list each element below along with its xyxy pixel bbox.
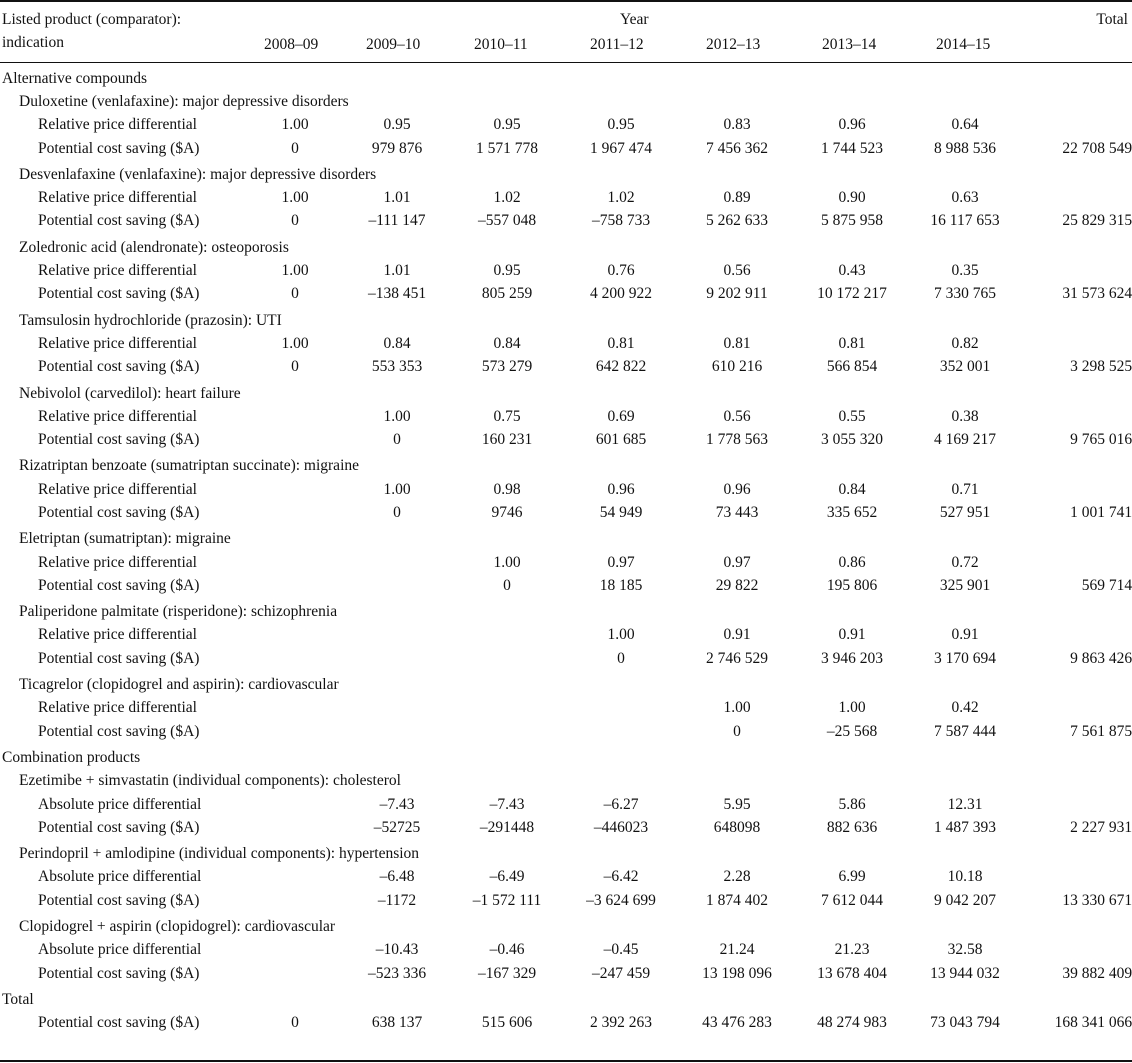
cell-value: 18 185 <box>599 576 643 594</box>
cell-value: –6.48 <box>379 868 415 886</box>
cell-value: 566 854 <box>826 358 878 376</box>
cell-value <box>247 962 343 985</box>
cell-value: 1.00 <box>281 189 309 207</box>
table-row <box>0 405 1132 428</box>
cell-value: 7 587 444 <box>934 722 996 740</box>
metric-label: Absolute price differential <box>38 941 202 959</box>
cell-value <box>247 624 343 647</box>
cell-value: 638 137 <box>371 1014 423 1032</box>
cell-value: –0.45 <box>603 941 639 959</box>
product-row <box>0 912 1132 938</box>
cell-value: 0 <box>291 358 299 376</box>
table-row <box>0 428 1132 451</box>
cell-total: 22 708 549 <box>1062 139 1132 157</box>
cell-value: 0.95 <box>383 116 411 134</box>
cell-value <box>247 478 343 501</box>
cell-value: –6.42 <box>603 868 639 886</box>
table-row <box>0 793 1132 816</box>
product-label: Paliperidone palmitate (risperidone): schizophrenia <box>19 603 338 621</box>
cell-value: 527 951 <box>939 503 991 521</box>
cell-total: 7 561 875 <box>1070 722 1132 740</box>
table-row <box>0 501 1132 524</box>
cell-value: 0.69 <box>607 407 635 425</box>
product-row <box>0 840 1132 866</box>
cell-value: –7.43 <box>489 795 525 813</box>
cell-value: 2 746 529 <box>706 649 768 667</box>
cell-value: 1.01 <box>383 189 411 207</box>
header-total-label: Total <box>1096 11 1128 28</box>
cell-value: 29 822 <box>715 576 759 594</box>
metric-label: Potential cost saving ($A) <box>38 358 200 376</box>
metric-label: Relative price differential <box>38 189 197 207</box>
cell-value: 1.00 <box>281 116 309 134</box>
table-row <box>0 574 1132 597</box>
cell-value <box>247 720 343 743</box>
product-label: Zoledronic acid (alendronate): osteoporosis <box>19 238 289 256</box>
cell-value <box>343 624 451 647</box>
header-year-6: 2014–15 <box>936 36 991 53</box>
cell-value: 1.02 <box>607 189 635 207</box>
cell-value: 13 944 032 <box>930 964 1000 982</box>
cell-value <box>343 574 451 597</box>
cell-value: 0.96 <box>607 480 635 498</box>
cell-value: 0.90 <box>838 189 866 207</box>
cell-value <box>343 697 451 720</box>
cell-value: 0 <box>617 649 625 667</box>
cell-value: 160 231 <box>481 431 533 449</box>
table-row <box>0 186 1132 209</box>
table-row <box>0 356 1132 379</box>
cell-total <box>1021 551 1132 574</box>
cell-value: 0.82 <box>951 334 979 352</box>
cell-value: 0.98 <box>493 480 521 498</box>
product-row <box>0 160 1132 186</box>
metric-label: Potential cost saving ($A) <box>38 818 200 836</box>
product-label: Eletriptan (sumatriptan): migraine <box>19 530 231 548</box>
cell-total <box>1021 114 1132 137</box>
cell-value: 6.99 <box>838 868 866 886</box>
product-label: Perindopril + amlodipine (individual components): hypertension <box>19 845 420 863</box>
cell-value: 805 259 <box>481 285 533 303</box>
cell-value: –52725 <box>373 818 421 836</box>
cell-value: 0 <box>393 503 401 521</box>
cell-value: –6.27 <box>603 795 639 813</box>
cell-total: 168 341 066 <box>1054 1014 1132 1032</box>
cell-total: 1 001 741 <box>1070 503 1132 521</box>
table-row <box>0 210 1132 233</box>
table-body <box>0 67 1132 1035</box>
cell-value: –247 459 <box>591 964 651 982</box>
metric-label: Potential cost saving ($A) <box>38 964 200 982</box>
table-row <box>0 816 1132 839</box>
header-year-3: 2011–12 <box>590 36 644 53</box>
metric-label: Potential cost saving ($A) <box>38 139 200 157</box>
cell-value: 0.56 <box>723 407 751 425</box>
cell-value: 0.76 <box>607 262 635 280</box>
cell-value: 32.58 <box>947 941 983 959</box>
cell-value: 0 <box>733 722 741 740</box>
cell-value: 0 <box>291 139 299 157</box>
cell-value: 0.96 <box>723 480 751 498</box>
cell-value: 0.64 <box>951 116 979 134</box>
cell-total <box>1021 866 1132 889</box>
cell-value: 0.75 <box>493 407 521 425</box>
cell-value: 48 274 983 <box>817 1014 887 1032</box>
product-row <box>0 90 1132 113</box>
cell-value: 515 606 <box>481 1014 533 1032</box>
cell-value: 1.00 <box>383 480 411 498</box>
cell-value <box>247 574 343 597</box>
cell-value: 0.97 <box>723 553 751 571</box>
cell-value: 0 <box>503 576 511 594</box>
cell-value <box>451 720 563 743</box>
cell-value: 0.95 <box>493 116 521 134</box>
cell-value: 73 043 794 <box>930 1014 1000 1032</box>
cell-value: 0.55 <box>838 407 866 425</box>
cell-total <box>1021 697 1132 720</box>
cell-value: 1 874 402 <box>706 891 768 909</box>
cell-value: 0.35 <box>951 262 979 280</box>
cell-value: 1.00 <box>281 262 309 280</box>
metric-label: Relative price differential <box>38 480 197 498</box>
product-row <box>0 770 1132 793</box>
section-row <box>0 985 1132 1011</box>
cell-value: 8 988 536 <box>934 139 996 157</box>
cell-value <box>563 720 679 743</box>
cell-value <box>247 793 343 816</box>
cell-value: 610 216 <box>711 358 763 376</box>
cell-value: 9 202 911 <box>706 285 768 303</box>
cell-value: 10 172 217 <box>817 285 887 303</box>
header-year-label: Year <box>620 11 649 28</box>
cell-value: 979 876 <box>371 139 423 157</box>
cell-value: 0.81 <box>838 334 866 352</box>
metric-label: Relative price differential <box>38 262 197 280</box>
cell-value: 10.18 <box>947 868 983 886</box>
section-label: Total <box>2 990 34 1008</box>
cell-value: 7 330 765 <box>934 285 996 303</box>
cell-value: 1 967 474 <box>590 139 652 157</box>
metric-label: Potential cost saving ($A) <box>38 649 200 667</box>
cell-value: 1.00 <box>281 334 309 352</box>
cell-value: 3 946 203 <box>821 649 883 667</box>
table-row <box>0 478 1132 501</box>
product-label: Clopidogrel + aspirin (clopidogrel): cardiovascular <box>19 918 336 936</box>
bottom-rule <box>0 1060 1132 1062</box>
cell-value: 1 778 563 <box>706 431 768 449</box>
cell-value: 21.23 <box>834 941 870 959</box>
cell-value: 642 822 <box>595 358 647 376</box>
cell-value: 5 875 958 <box>821 212 883 230</box>
cell-value: 0.43 <box>838 262 866 280</box>
cell-value <box>247 816 343 839</box>
cell-value: 0.81 <box>607 334 635 352</box>
cell-total: 9 765 016 <box>1070 431 1132 449</box>
cell-value: 0.84 <box>383 334 411 352</box>
metric-label: Relative price differential <box>38 407 197 425</box>
metric-label: Potential cost saving ($A) <box>38 212 200 230</box>
cell-value: –167 329 <box>477 964 537 982</box>
cell-total: 569 714 <box>1081 576 1132 594</box>
cell-total: 2 227 931 <box>1070 818 1132 836</box>
product-label: Duloxetine (venlafaxine): major depressive disorders <box>19 92 349 110</box>
product-label: Nebivolol (carvedilol): heart failure <box>19 384 241 402</box>
cell-value: 0.91 <box>838 626 866 644</box>
cell-value: 352 001 <box>939 358 991 376</box>
cell-value <box>247 866 343 889</box>
cell-value <box>247 939 343 962</box>
section-row <box>0 67 1132 90</box>
cell-value: 0.38 <box>951 407 979 425</box>
cell-value: 5.95 <box>723 795 751 813</box>
metric-total-label: Potential cost saving ($A) <box>38 1014 200 1032</box>
header-col1-line1: Listed product (comparator): <box>2 11 182 28</box>
cell-value: 13 678 404 <box>817 964 887 982</box>
table-row <box>0 962 1132 985</box>
cell-value: 3 055 320 <box>821 431 883 449</box>
cell-value: 5.86 <box>838 795 866 813</box>
metric-label: Potential cost saving ($A) <box>38 891 200 909</box>
table-row <box>0 114 1132 137</box>
cell-value: 573 279 <box>481 358 533 376</box>
product-row <box>0 233 1132 259</box>
cell-value: 1 571 778 <box>476 139 538 157</box>
metric-label: Absolute price differential <box>38 795 202 813</box>
cell-value: –111 147 <box>368 212 426 230</box>
table-row <box>0 551 1132 574</box>
cell-value: 0.83 <box>723 116 751 134</box>
product-label: Ticagrelor (clopidogrel and aspirin): cardiovascular <box>19 676 339 694</box>
table-row <box>0 697 1132 720</box>
cell-total <box>1021 186 1132 209</box>
metric-label: Absolute price differential <box>38 868 202 886</box>
table-row <box>0 624 1132 647</box>
metric-label: Potential cost saving ($A) <box>38 722 200 740</box>
cell-value: 0.96 <box>838 116 866 134</box>
table-row <box>0 283 1132 306</box>
cell-value: –1172 <box>377 891 417 909</box>
cell-value: 195 806 <box>826 576 878 594</box>
product-row <box>0 598 1132 624</box>
metric-label: Relative price differential <box>38 699 197 717</box>
cell-value: 882 636 <box>826 818 878 836</box>
cell-value <box>247 405 343 428</box>
cell-value: 0.95 <box>493 262 521 280</box>
header-year-4: 2012–13 <box>706 36 761 53</box>
cell-value: 0.42 <box>951 699 979 717</box>
product-row <box>0 379 1132 405</box>
product-row <box>0 306 1132 332</box>
cell-value: 0.95 <box>607 116 635 134</box>
cell-value: –446023 <box>593 818 649 836</box>
metric-label: Potential cost saving ($A) <box>38 431 200 449</box>
cell-value: –1 572 111 <box>472 891 542 909</box>
cell-value: 4 169 217 <box>934 431 996 449</box>
table-row <box>0 647 1132 670</box>
cell-value: 0.84 <box>838 480 866 498</box>
cell-total <box>1021 793 1132 816</box>
cell-value: 0.71 <box>951 480 979 498</box>
cell-value: 0.72 <box>951 553 979 571</box>
cell-value: –291448 <box>479 818 535 836</box>
cell-value: 9 042 207 <box>934 891 996 909</box>
table-row <box>0 1012 1132 1035</box>
cell-value: 601 685 <box>595 431 647 449</box>
cell-value <box>247 428 343 451</box>
metric-label: Potential cost saving ($A) <box>38 503 200 521</box>
cell-value: 4 200 922 <box>590 285 652 303</box>
product-row <box>0 525 1132 551</box>
cell-value: 325 901 <box>939 576 991 594</box>
cell-value: 648098 <box>713 818 761 836</box>
top-rule <box>0 0 1132 2</box>
cell-total: 39 882 409 <box>1062 964 1132 982</box>
cell-value: 21.24 <box>719 941 755 959</box>
header-year-1: 2009–10 <box>366 36 421 53</box>
cell-value: –0.46 <box>489 941 525 959</box>
cell-value: 0.97 <box>607 553 635 571</box>
header-year-0: 2008–09 <box>264 36 319 53</box>
cell-value: 0 <box>291 1014 299 1032</box>
cell-value: 1.00 <box>383 407 411 425</box>
cell-total: 9 863 426 <box>1070 649 1132 667</box>
cell-value: 0 <box>291 285 299 303</box>
cell-value: 54 949 <box>599 503 643 521</box>
table-row <box>0 939 1132 962</box>
cell-value: –10.43 <box>375 941 419 959</box>
cell-total <box>1021 624 1132 647</box>
product-label: Tamsulosin hydrochloride (prazosin): UTI <box>19 311 282 329</box>
cell-value <box>247 501 343 524</box>
cell-value <box>451 624 563 647</box>
metric-label: Relative price differential <box>38 116 197 134</box>
table-row <box>0 332 1132 355</box>
cell-total: 3 298 525 <box>1070 358 1132 376</box>
cell-value <box>343 647 451 670</box>
cell-total <box>1021 332 1132 355</box>
cell-value: 1.00 <box>838 699 866 717</box>
metric-label: Relative price differential <box>38 334 197 352</box>
cell-value: 553 353 <box>371 358 423 376</box>
product-row <box>0 670 1132 696</box>
cell-total <box>1021 405 1132 428</box>
cell-value <box>343 720 451 743</box>
cell-value: 0.91 <box>723 626 751 644</box>
cell-value <box>451 697 563 720</box>
cell-value <box>247 551 343 574</box>
cell-value: 1.02 <box>493 189 521 207</box>
cell-value: 0.86 <box>838 553 866 571</box>
cell-value: 2 392 263 <box>590 1014 652 1032</box>
table-row <box>0 720 1132 743</box>
cell-value <box>451 647 563 670</box>
cell-value: –6.49 <box>489 868 525 886</box>
cell-value: –3 624 699 <box>586 891 656 909</box>
cell-value: 5 262 633 <box>706 212 768 230</box>
cell-value: 335 652 <box>826 503 878 521</box>
table-row <box>0 259 1132 282</box>
cell-value: 0.81 <box>723 334 751 352</box>
product-label: Rizatriptan benzoate (sumatriptan succinate): migraine <box>19 457 360 475</box>
cell-value: –7.43 <box>379 795 415 813</box>
cell-value <box>247 889 343 912</box>
cell-value: 1.00 <box>723 699 751 717</box>
header-year-5: 2013–14 <box>822 36 877 53</box>
product-label: Ezetimibe + simvastatin (individual components): cholesterol <box>19 772 401 790</box>
cell-value: 3 170 694 <box>934 649 996 667</box>
metric-label: Potential cost saving ($A) <box>38 285 200 303</box>
cell-total: 31 573 624 <box>1062 285 1132 303</box>
header-year-2: 2010–11 <box>474 36 528 53</box>
cell-value: –557 048 <box>477 212 537 230</box>
cell-value: 0.84 <box>493 334 521 352</box>
cell-total <box>1021 939 1132 962</box>
cell-total <box>1021 259 1132 282</box>
cell-value: 9746 <box>491 503 523 521</box>
cell-value: 1.00 <box>607 626 635 644</box>
cell-value: 1 487 393 <box>934 818 996 836</box>
cell-value: 1.00 <box>493 553 521 571</box>
cell-value: –523 336 <box>367 964 427 982</box>
cell-value: 7 456 362 <box>706 139 768 157</box>
cell-value <box>247 697 343 720</box>
cell-total: 25 829 315 <box>1062 212 1132 230</box>
product-row <box>0 452 1132 478</box>
cell-value: 0.89 <box>723 189 751 207</box>
cell-value: 1 744 523 <box>821 139 883 157</box>
product-label: Desvenlafaxine (venlafaxine): major depressive disorders <box>19 165 377 183</box>
cell-value: 13 198 096 <box>702 964 772 982</box>
cell-value: –138 451 <box>367 285 427 303</box>
cell-value: 16 117 653 <box>930 212 1000 230</box>
cell-value: 0 <box>291 212 299 230</box>
cell-value <box>343 551 451 574</box>
cell-value: 0.91 <box>951 626 979 644</box>
cell-value: 73 443 <box>715 503 759 521</box>
cell-value: 0.63 <box>951 189 979 207</box>
cell-total: 13 330 671 <box>1062 891 1132 909</box>
cell-value: –25 568 <box>826 722 878 740</box>
metric-label: Relative price differential <box>38 553 197 571</box>
header-rule <box>0 62 1132 63</box>
cell-value: –758 733 <box>591 212 651 230</box>
metric-label: Potential cost saving ($A) <box>38 576 200 594</box>
cell-value: 43 476 283 <box>702 1014 772 1032</box>
header-col1-line2: indication <box>2 34 64 51</box>
cell-value: 1.01 <box>383 262 411 280</box>
cell-value <box>563 697 679 720</box>
cell-value: 0.56 <box>723 262 751 280</box>
cell-value <box>247 647 343 670</box>
cell-value: 0 <box>393 431 401 449</box>
section-label: Alternative compounds <box>2 69 148 87</box>
cell-value: 12.31 <box>947 795 983 813</box>
cell-value: 7 612 044 <box>821 891 883 909</box>
table-row <box>0 889 1132 912</box>
table-row <box>0 866 1132 889</box>
cell-value: 2.28 <box>723 868 751 886</box>
metric-label: Relative price differential <box>38 626 197 644</box>
table-row <box>0 137 1132 160</box>
cell-total <box>1021 478 1132 501</box>
section-row <box>0 743 1132 769</box>
section-label: Combination products <box>2 748 141 766</box>
